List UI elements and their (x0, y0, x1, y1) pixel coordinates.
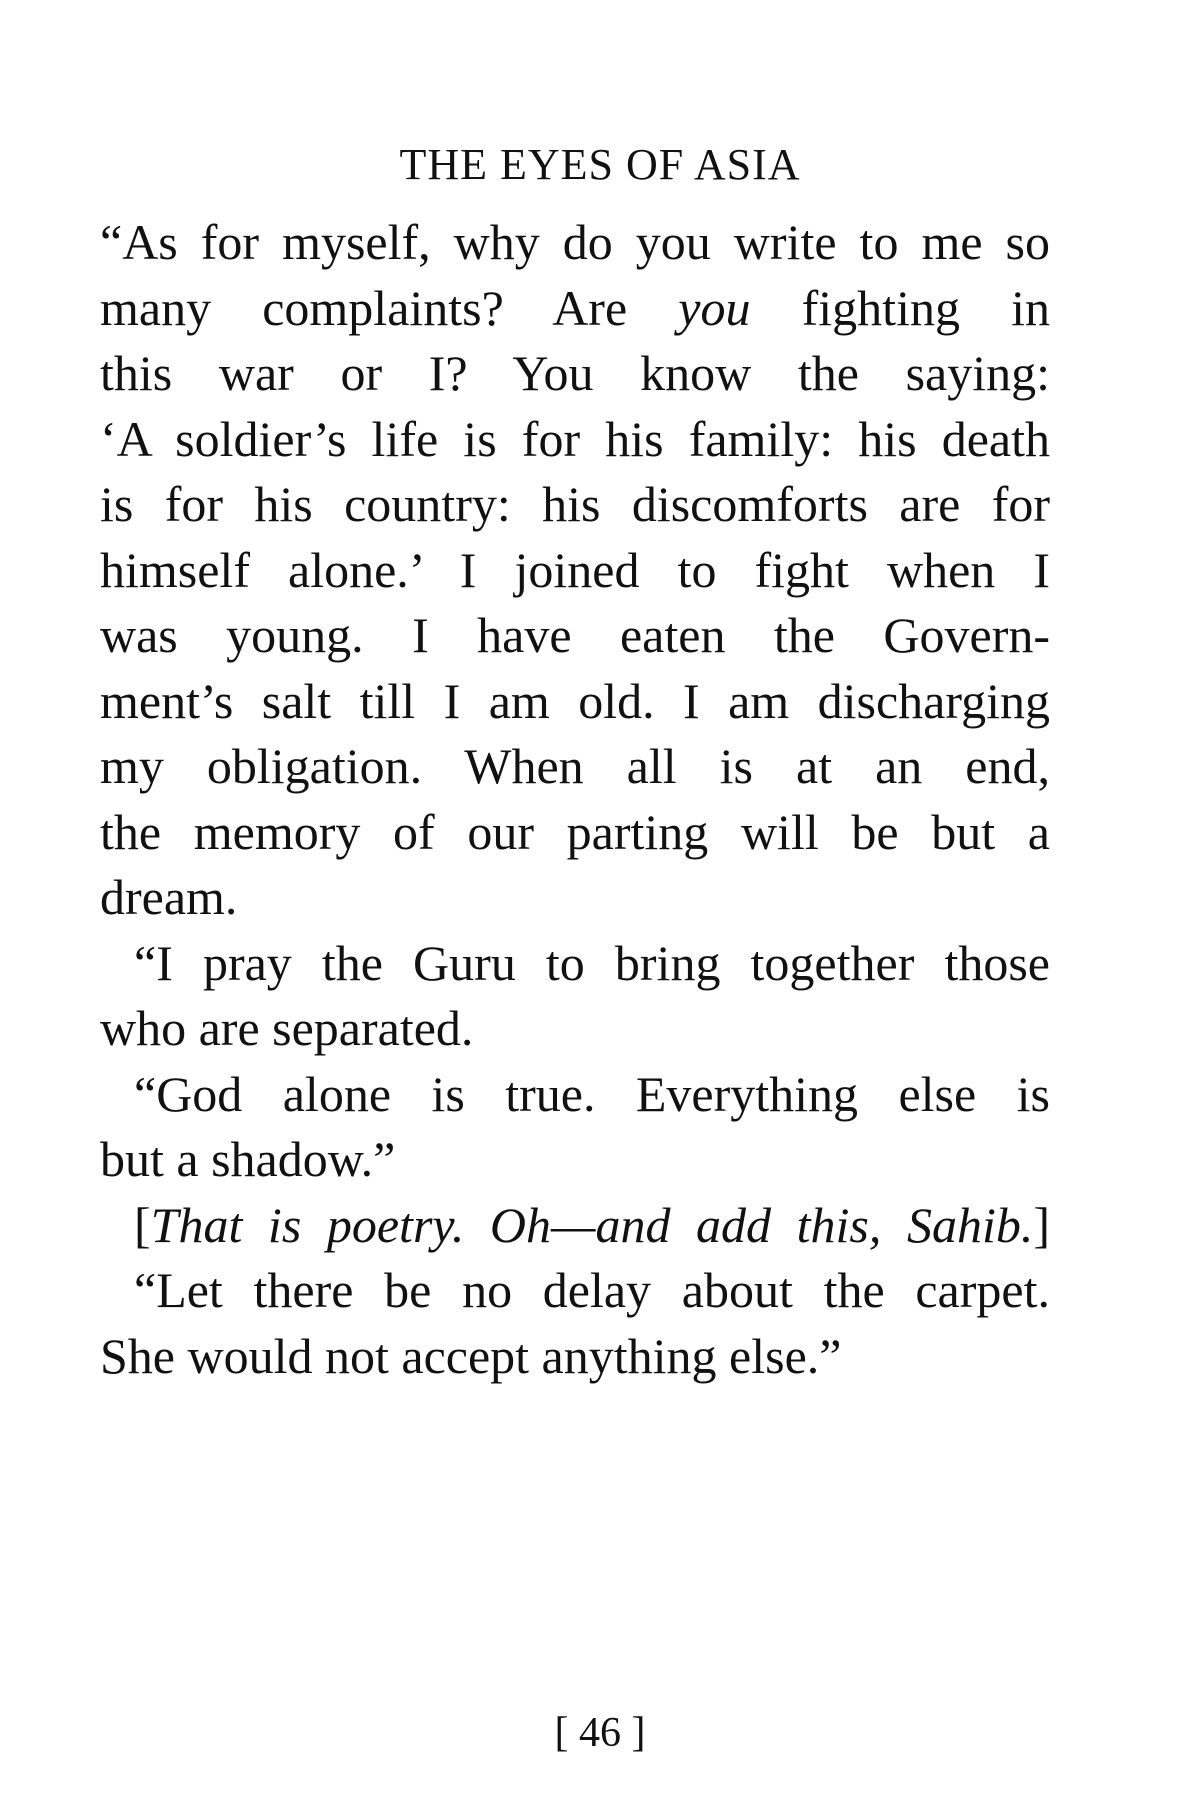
text-line: ment’s salt till I am old. I am discharging (100, 672, 1050, 729)
text-line: my obligation. When all is at an end, (100, 738, 1050, 794)
text-line: the memory of our parting will be but a (100, 803, 1050, 860)
italic-word: you (678, 279, 751, 336)
text-span: fighting in (801, 279, 1050, 336)
body-text (100, 210, 1050, 1389)
text-line: but a shadow.” (100, 1131, 396, 1187)
bracket-open: [ (134, 1196, 151, 1253)
text-line: was young. I have eaten the Govern- (100, 607, 1050, 663)
text-line: is for his country: his discomforts are for (100, 476, 1050, 532)
text-line (100, 1193, 1050, 1259)
text-line: “I pray the Guru to bring together those (134, 934, 1050, 991)
page-number: [ 46 ] (554, 1710, 646, 1756)
italic-aside: That is poetry. Oh—and add this, Sahib. (150, 1196, 1034, 1253)
text-line: himself alone.’ I joined to fight when I (100, 541, 1050, 598)
bracket-close: ] (1033, 1196, 1050, 1253)
text-line (100, 276, 1050, 342)
text-line: ‘A soldier’s life is for his family: his death (100, 410, 1050, 467)
text-line: who are separated. (100, 1000, 474, 1056)
text-line: She would not accept anything else.” (100, 1327, 842, 1384)
text-line: this war or I? You know the saying: (100, 345, 1050, 401)
text-line: “God alone is true. Everything else is (134, 1065, 1050, 1122)
text-span: many complaints? Are (100, 279, 628, 336)
text-line: “Let there be no delay about the carpet. (134, 1262, 1050, 1318)
text-line: “As for myself, why do you write to me so (100, 214, 1050, 270)
text-line: dream. (100, 869, 238, 925)
running-head: THE EYES OF ASIA (399, 140, 801, 189)
